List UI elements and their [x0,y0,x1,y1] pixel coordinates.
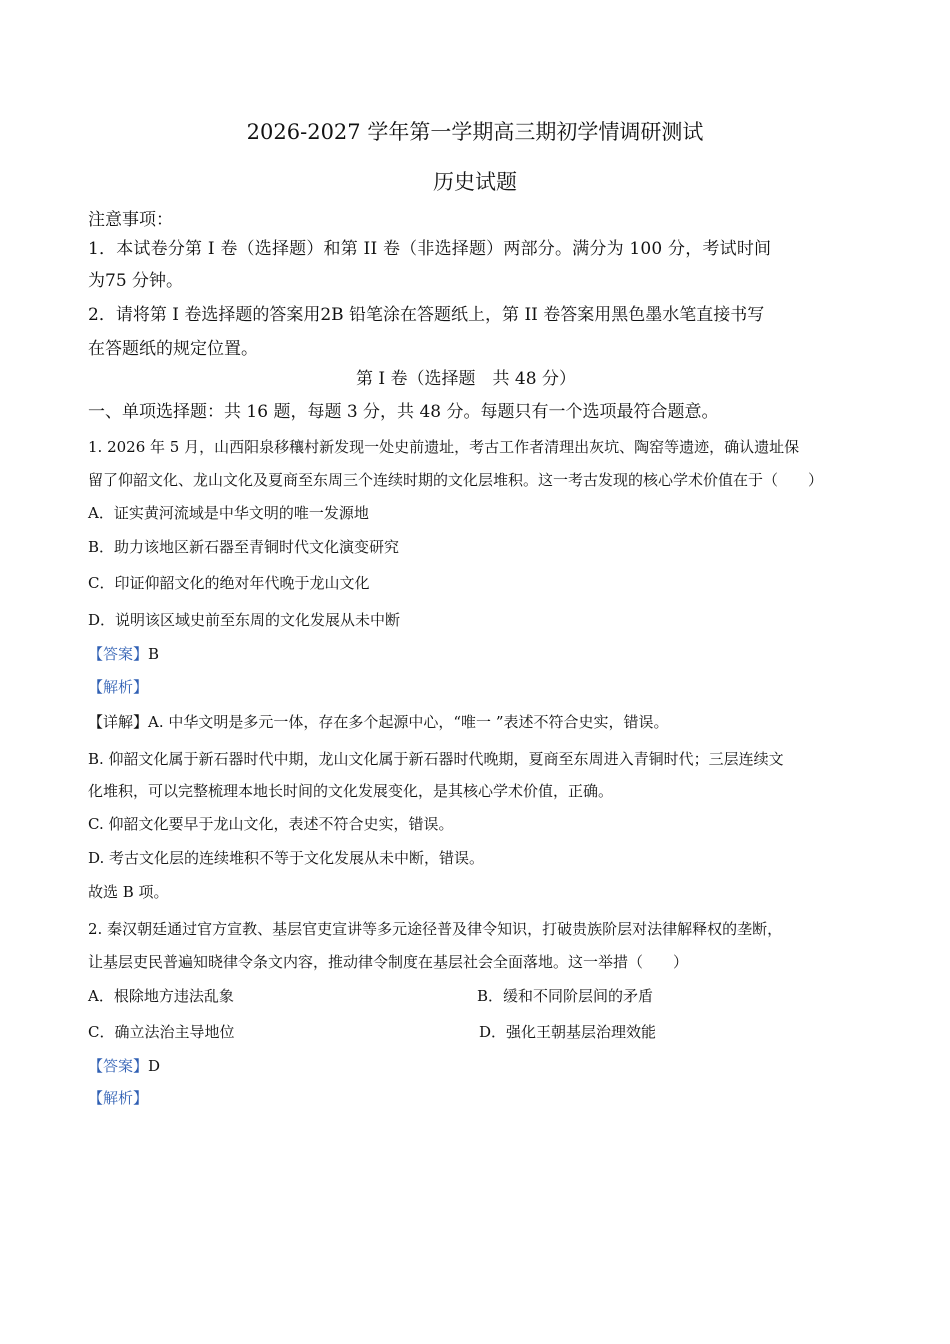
q1-option-c: C．印证仰韶文化的绝对年代晚于龙山文化 [88,574,370,592]
answer-value: B [148,645,160,663]
notes-item2-line2: 在答题纸的规定位置。 [88,339,258,359]
q2-option-d: D．强化王朝基层治理效能 [479,1023,657,1041]
notes-item1-line2: 为75 分钟。 [88,271,184,291]
q2-answer [88,1055,160,1076]
q1-answer [88,643,159,664]
q1-detail-c: C. 仰韶文化要早于龙山文化，表述不符合史实，错误。 [88,815,454,833]
q1-option-a: A．证实黄河流域是中华文明的唯一发源地 [88,504,369,522]
answer-tag: 【答案】 [88,1057,149,1075]
detail-tag: 【详解】 [88,713,149,731]
q1-stem-line2: 留了仰韶文化、龙山文化及夏商至东周三个连续时期的文化层堆积。这一考古发现的核心学术价值在于（ ） [88,471,824,489]
q2-stem-line2: 让基层吏民普遍知晓律令条文内容，推动律令制度在基层社会全面落地。这一举措（ ） [88,953,689,971]
q1-option-d: D．说明该区域史前至东周的文化发展从未中断 [88,611,401,629]
notes-item1-line1: 1．本试卷分第 I 卷（选择题）和第 II 卷（非选择题）两部分。满分为 100 分，考试时间 [88,239,772,259]
q1-detail-b-line2: 化堆积，可以完整梳理本地长时间的文化发展变化，是其核心学术价值，正确。 [88,782,614,800]
q2-option-c: C．确立法治主导地位 [88,1023,235,1041]
q1-detail-a [88,711,669,732]
q1-detail-d: D. 考古文化层的连续堆积不等于文化发展从未中断，错误。 [88,849,485,867]
q2-option-a: A．根除地方违法乱象 [88,987,234,1005]
answer-value: D [148,1057,161,1075]
q1-conclusion: 故选 B 项。 [88,883,169,901]
q1-analysis-tag: 【解析】 [88,678,149,696]
q1-option-b: B．助力该地区新石器至青铜时代文化演变研究 [88,538,400,556]
q2-analysis-tag: 【解析】 [88,1089,149,1107]
q2-option-b: B．缓和不同阶层间的矛盾 [477,987,654,1005]
exam-title: 2026-2027 学年第一学期高三期初学情调研测试 [246,120,704,144]
q1-stem-line1: 1. 2026 年 5 月，山西阳泉移穰村新发现一处史前遗址，考古工作者清理出灰坑、陶窑等遗迹，确认遗址保 [88,438,800,456]
subject-title: 历史试题 [433,170,517,194]
q1-detail-b-line1: B. 仰韶文化属于新石器时代中期，龙山文化属于新石器时代晚期，夏商至东周进入青铜时代；三层连续文 [88,750,784,768]
notes-heading: 注意事项： [88,210,173,230]
section-instruction: 一、单项选择题：共 16 题，每题 3 分，共 48 分。每题只有一个选项最符合题意。 [88,402,719,422]
answer-tag: 【答案】 [88,645,149,663]
q2-stem-line1: 2. 秦汉朝廷通过官方宣教、基层官吏宣讲等多元途径普及律令知识，打破贵族阶层对法律解释权的垄断， [88,920,783,938]
section-title: 第 I 卷（选择题 共 48 分） [356,369,576,389]
notes-item2-line1: 2．请将第 I 卷选择题的答案用2B 铅笔涂在答题纸上，第 II 卷答案用黑色墨水笔直接书写 [88,305,765,325]
detail-a-text: A. 中华文明是多元一体，存在多个起源中心，“唯一 ”表述不符合史实，错误。 [148,713,669,731]
